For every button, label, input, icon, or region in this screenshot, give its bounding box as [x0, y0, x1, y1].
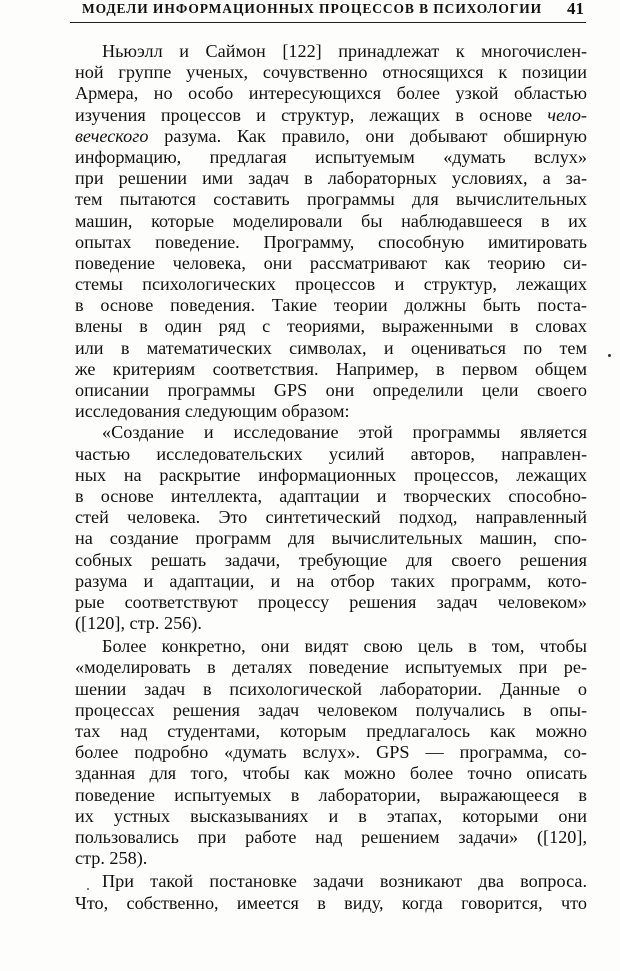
text-line: в основе поведения. Такие теории должны быть поста- [75, 295, 587, 316]
text-line: частью исследовательских усилий авторов, направлен- [75, 443, 587, 464]
paragraph [75, 41, 587, 422]
text-line: изучения процессов и структур, лежащих в основе чело- [75, 104, 587, 125]
text-line: шении задач в психологической лаборатории. Данные о [75, 678, 587, 699]
text-line: Армера, но особо интересующихся более узкой областью [75, 83, 587, 104]
text-line: при решении ими задач в лабораторных условиях, а за- [75, 168, 587, 189]
text-line: тах над студентами, которым предлагалось как можно [75, 721, 587, 741]
text-line: «моделировать в деталях поведение испытуемых при ре- [75, 657, 587, 678]
text-line: влены в один ряд с теориями, выраженными в словах [75, 316, 587, 337]
scan-speck [87, 888, 89, 890]
text-line: пользовались при работе над решением задачи» ([120], [75, 826, 587, 847]
text-line: опытах поведение. Программу, способную имитировать [75, 231, 587, 252]
text-line: на создание программ для вычислительных машин, спо- [75, 528, 587, 549]
text-line: Более конкретно, они видят свою цель в том, чтобы [102, 636, 587, 657]
text-line: зданная для того, чтобы как можно более точно описать [75, 763, 587, 784]
text-line: машин, которые моделировали бы наблюдавшееся в их [75, 210, 587, 231]
text-line: тем пытаются составить программы для вычислительных [75, 189, 587, 210]
text-line: ной группе ученых, сочувственно относящихся к позиции [75, 62, 587, 83]
emphasis: чело- [547, 104, 587, 125]
text-line: веческого разума. Как правило, они добывают обширную [75, 125, 587, 146]
text-line: разума и адаптации, и на отбор таких программ, кото- [75, 570, 587, 591]
page-header [70, 0, 586, 23]
text-line: же критериям соответствия. Например, в первом общем [75, 358, 587, 379]
emphasis: веческого [75, 125, 149, 146]
text-line: информацию, предлагая испытуемым «думать вслух» [75, 146, 587, 167]
text-line: стемы психологических процессов и структур, лежащих [75, 274, 587, 295]
text-line: или в математических символах, и оцениваться по тем [75, 337, 587, 358]
text-line: процессах решения задач человеком получались в опы- [75, 699, 587, 720]
paragraph [75, 871, 587, 913]
text-line: исследования следующим образом: [75, 401, 350, 422]
scan-speck [608, 354, 611, 357]
text-line: в основе интеллекта, адаптации и творческих способно- [75, 485, 587, 506]
text-line: поведение человека, они рассматривают как теорию си- [75, 252, 587, 273]
text-line: Ньюэлл и Саймон [122] принадлежат к многочислен- [102, 41, 587, 61]
page-number: 41 [567, 0, 584, 18]
paragraph [75, 636, 587, 869]
page-body [75, 41, 587, 914]
text-line: ных на раскрытие информационных процессов, лежащих [75, 464, 587, 485]
text-line: рые соответствуют процессу решения задач человеком» [75, 591, 587, 612]
running-title: МОДЕЛИ ИНФОРМАЦИОННЫХ ПРОЦЕССОВ В ПСИХОЛОГИИ [82, 1, 543, 16]
text-line: поведение испытуемых в лаборатории, выражающееся в [75, 784, 587, 805]
text-line: При такой постановке задачи возникают два вопроса. [102, 871, 587, 892]
text-line: ([120], стр. 256). [75, 613, 202, 634]
quotation-paragraph [75, 422, 587, 634]
text-line: стей человека. Это синтетический подход, направленный [75, 507, 587, 528]
text-line: «Создание и исследование этой программы является [102, 422, 587, 443]
text-line: более подробно «думать вслух». GPS — программа, со- [75, 742, 587, 763]
text-line: их устных высказываниях и в этапах, которыми они [75, 805, 587, 826]
text-line: стр. 258). [75, 848, 148, 869]
text-line: собных решать задачи, требующие для своего решения [75, 549, 587, 570]
text-line: Что, собственно, имеется в виду, когда говорится, что [75, 892, 587, 913]
text-line: описании программы GPS они определили цели своего [75, 380, 587, 400]
